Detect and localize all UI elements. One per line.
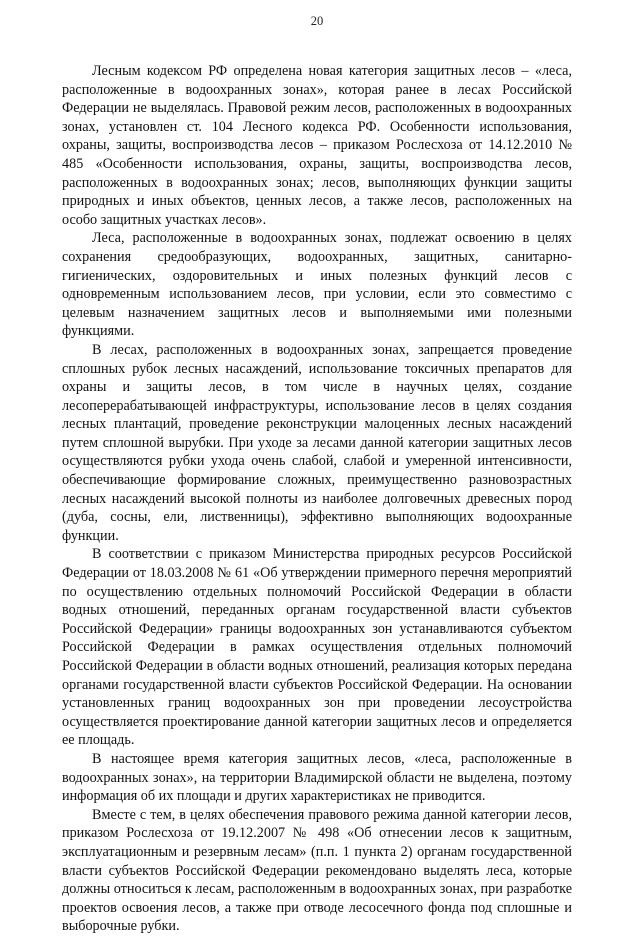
- paragraph-6: Вместе с тем, в целях обеспечения правового режима данной категории лесов, приказом Рослесхоза от 19.12.2007 № 498 «Об отнесении лесов к защитным, эксплуатационным и резервным лесам» (п.п. 1 пункта 2) органам государственной власти субъектов Российской Федерации рекомендовано выделять леса, которые должны относиться к лесам, расположенным в водоохранных зонах, при разработке проектов освоения лесов, а также при отводе лесосечного фонда под сплошные и выборочные рубки.: [62, 806, 572, 935]
- paragraph-5: В настоящее время категория защитных лесов, «леса, расположенные в водоохранных зонах», на территории Владимирской области не выделена, поэтому информация об их площади и других характеристиках не приводится.: [62, 750, 572, 805]
- paragraph-1: Лесным кодексом РФ определена новая категория защитных лесов – «леса, расположенные в водоохранных зонах», которая ранее в лесах Российской Федерации не выделялась. Правовой режим лесов, расположенных в водоохранных зонах, установлен ст. 104 Лесного кодекса РФ. Особенности использования, охраны, защиты, воспроизводства лесов – приказом Рослесхоза от 14.12.2010 № 485 «Особенности использования, охраны, защиты, воспроизводства лесов, расположенных в водоохранных зонах; лесов, выполняющих функции защиты природных и иных объектов, ценных лесов, а также лесов, расположенных на особо защитных участках лесов».: [62, 63, 572, 228]
- paragraph-2: Леса, расположенные в водоохранных зонах, подлежат освоению в целях сохранения средообразующих, водоохранных, защитных, санитарно-гигиенических, оздоровительных и иных полезных функций лесов с одновременным использованием лесов, при условии, если это совместимо с целевым назначением защитных лесов и выполняемыми ими полезными функциями.: [62, 230, 572, 340]
- paragraph-4: В соответствии с приказом Министерства природных ресурсов Российской Федерации от 18.03.2008 № 61 «Об утверждении примерного перечня мероприятий по осуществлению отдельных полномочий Российской Федерации в области водных отношений, переданных органам государственной власти субъектов Российской Федерации» границы водоохранных зон устанавливаются субъектом Российской Федерации в рамках осуществления отдельных полномочий Российской Федерации в области водных отношений, реализация которых передана органами государственной власти субъектов Российской Федерации. На основании установленных границ водоохранных зон при проведении лесоустройства осуществляется проектирование данной категории защитных лесов и определяется ее площадь.: [62, 546, 572, 749]
- page-number: 20: [310, 14, 324, 28]
- document-body: [62, 62, 572, 936]
- paragraph-3: В лесах, расположенных в водоохранных зонах, запрещается проведение сплошных рубок лесных насаждений, использование токсичных препаратов для охраны и защиты лесов, в том числе в научных целях, создание лесоперерабатывающей инфраструктуры, использование лесов в целях создания лесных плантаций, проведение реконструкции малоценных лесных насаждений путем сплошной вырубки. При уходе за лесами данной категории защитных лесов осуществляются рубки ухода очень слабой, слабой и умеренной интенсивности, обеспечивающие формирование сложных, преимущественно разновозрастных лесных насаждений высокой полноты из наиболее долговечных древесных пород (дуба, сосны, ели, лиственницы), эффективно выполняющих водоохранные функции.: [62, 341, 572, 544]
